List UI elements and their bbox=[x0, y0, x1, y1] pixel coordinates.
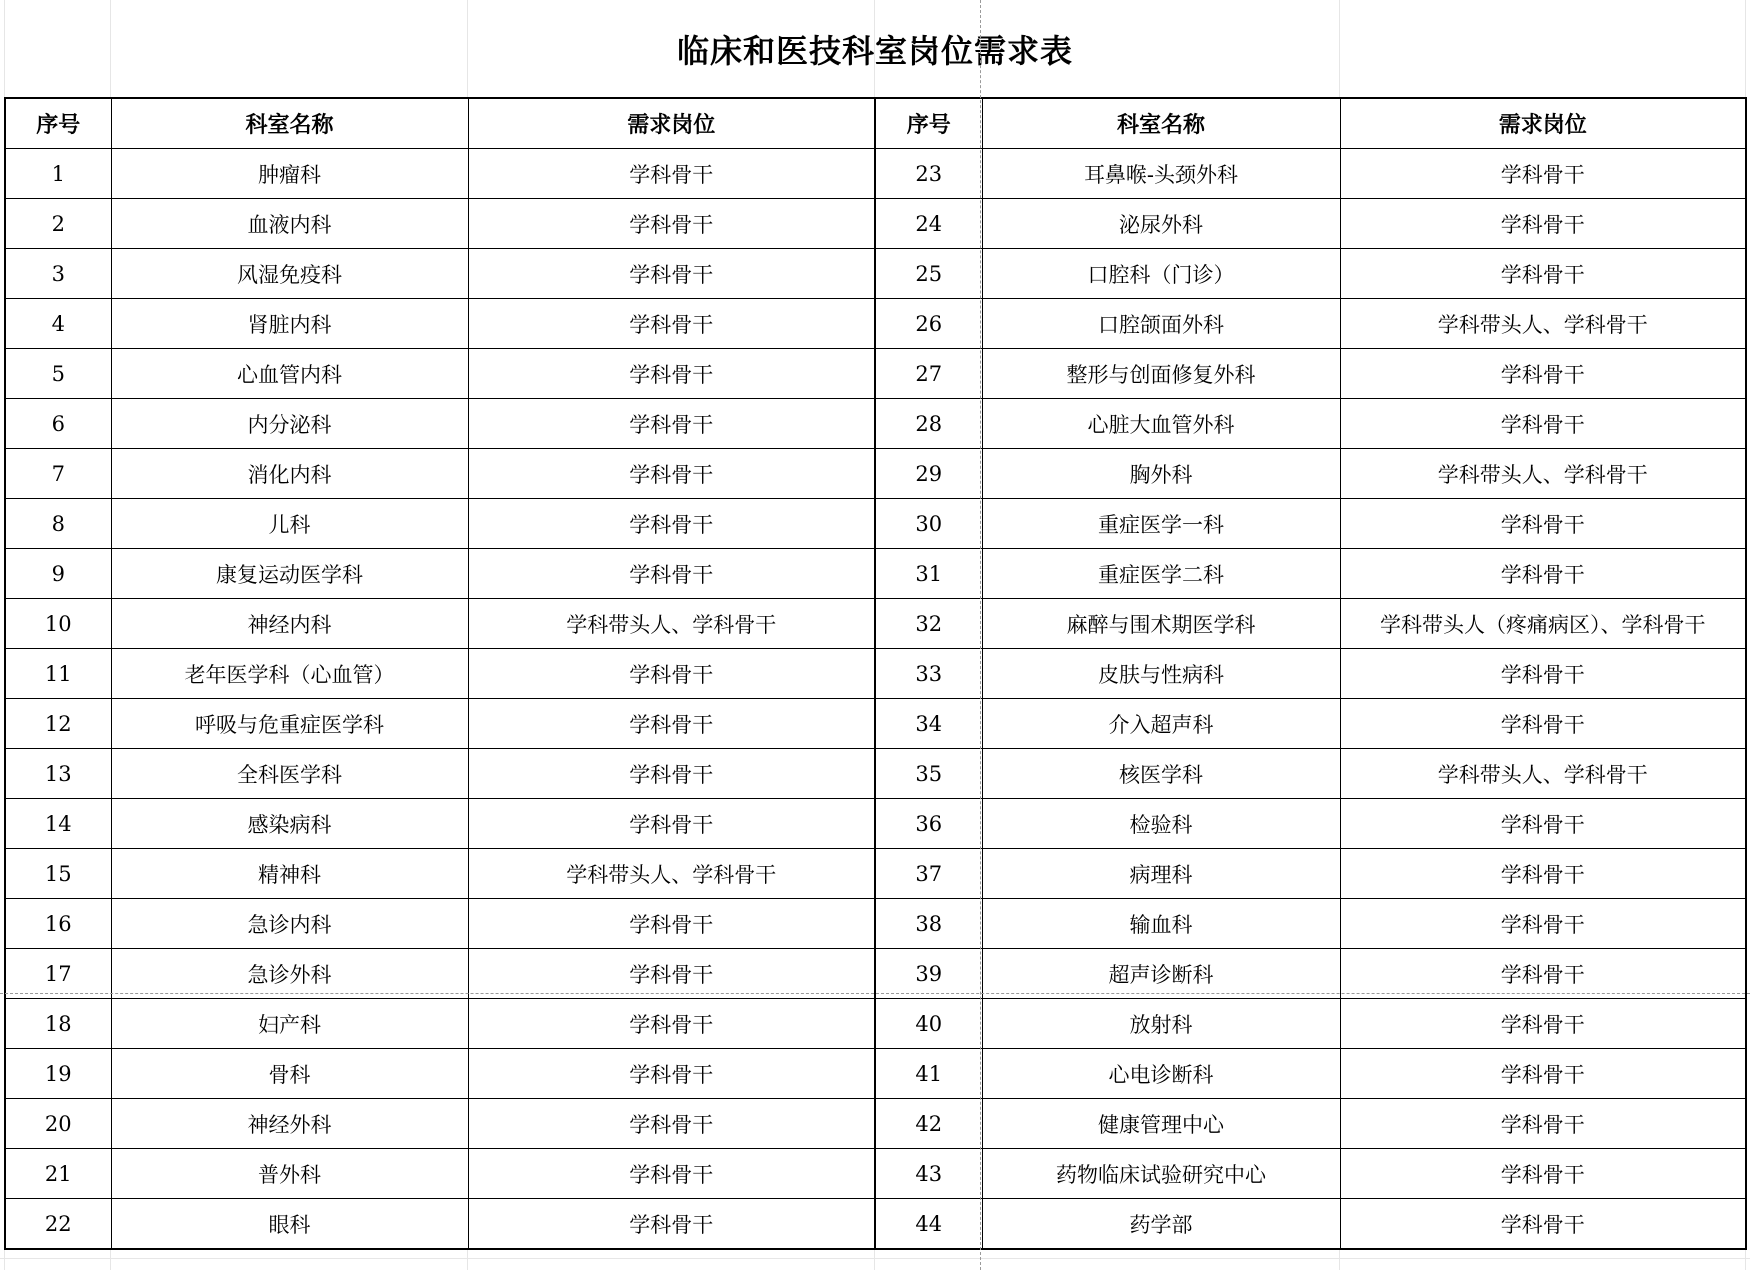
cell-dept: 全科医学科 bbox=[111, 749, 468, 799]
cell-post: 学科骨干 bbox=[468, 499, 875, 549]
cell-index: 28 bbox=[875, 399, 982, 449]
cell-index: 9 bbox=[5, 549, 111, 599]
cell-dept: 输血科 bbox=[982, 899, 1340, 949]
cell-dept: 泌尿外科 bbox=[982, 199, 1340, 249]
cell-dept: 肿瘤科 bbox=[111, 149, 468, 199]
header-dept-right: 科室名称 bbox=[982, 98, 1340, 149]
cell-dept: 急诊外科 bbox=[111, 949, 468, 999]
cell-post: 学科骨干 bbox=[1340, 699, 1746, 749]
cell-index: 32 bbox=[875, 599, 982, 649]
cell-index: 16 bbox=[5, 899, 111, 949]
cell-dept: 神经外科 bbox=[111, 1099, 468, 1149]
cell-dept: 心电诊断科 bbox=[982, 1049, 1340, 1099]
cell-index: 5 bbox=[5, 349, 111, 399]
cell-index: 42 bbox=[875, 1099, 982, 1149]
table-row bbox=[5, 1199, 1746, 1250]
table-row bbox=[5, 849, 1746, 899]
cell-index: 23 bbox=[875, 149, 982, 199]
cell-post: 学科骨干 bbox=[1340, 999, 1746, 1049]
page-title: 临床和医技科室岗位需求表 bbox=[676, 32, 1073, 70]
cell-dept: 整形与创面修复外科 bbox=[982, 349, 1340, 399]
cell-index: 19 bbox=[5, 1049, 111, 1099]
cell-dept: 神经内科 bbox=[111, 599, 468, 649]
cell-index: 37 bbox=[875, 849, 982, 899]
cell-dept: 老年医学科（心血管） bbox=[111, 649, 468, 699]
cell-dept: 肾脏内科 bbox=[111, 299, 468, 349]
cell-dept: 病理科 bbox=[982, 849, 1340, 899]
cell-post: 学科骨干 bbox=[468, 399, 875, 449]
cell-index: 7 bbox=[5, 449, 111, 499]
cell-post: 学科骨干 bbox=[468, 949, 875, 999]
cell-dept: 皮肤与性病科 bbox=[982, 649, 1340, 699]
cell-post: 学科骨干 bbox=[468, 1149, 875, 1199]
cell-post: 学科骨干 bbox=[468, 449, 875, 499]
cell-index: 3 bbox=[5, 249, 111, 299]
table-header-row bbox=[5, 98, 1746, 149]
cell-index: 35 bbox=[875, 749, 982, 799]
cell-dept: 口腔科（门诊） bbox=[982, 249, 1340, 299]
cell-post: 学科带头人、学科骨干 bbox=[1340, 299, 1746, 349]
cell-index: 25 bbox=[875, 249, 982, 299]
cell-dept: 风湿免疫科 bbox=[111, 249, 468, 299]
requirements-table bbox=[4, 97, 1747, 1250]
table-row bbox=[5, 999, 1746, 1049]
cell-dept: 呼吸与危重症医学科 bbox=[111, 699, 468, 749]
header-index-right: 序号 bbox=[875, 98, 982, 149]
cell-index: 34 bbox=[875, 699, 982, 749]
cell-index: 15 bbox=[5, 849, 111, 899]
table-row bbox=[5, 349, 1746, 399]
cell-post: 学科骨干 bbox=[468, 349, 875, 399]
cell-dept: 介入超声科 bbox=[982, 699, 1340, 749]
cell-index: 18 bbox=[5, 999, 111, 1049]
cell-index: 12 bbox=[5, 699, 111, 749]
cell-index: 6 bbox=[5, 399, 111, 449]
cell-index: 20 bbox=[5, 1099, 111, 1149]
cell-index: 31 bbox=[875, 549, 982, 599]
cell-dept: 妇产科 bbox=[111, 999, 468, 1049]
header-index-left: 序号 bbox=[5, 98, 111, 149]
cell-dept: 心脏大血管外科 bbox=[982, 399, 1340, 449]
cell-post: 学科骨干 bbox=[468, 199, 875, 249]
cell-post: 学科骨干 bbox=[468, 749, 875, 799]
cell-dept: 精神科 bbox=[111, 849, 468, 899]
table-row bbox=[5, 149, 1746, 199]
cell-dept: 重症医学一科 bbox=[982, 499, 1340, 549]
cell-index: 13 bbox=[5, 749, 111, 799]
cell-index: 38 bbox=[875, 899, 982, 949]
cell-post: 学科骨干 bbox=[468, 999, 875, 1049]
cell-post: 学科骨干 bbox=[1340, 899, 1746, 949]
table-row bbox=[5, 699, 1746, 749]
table-row bbox=[5, 749, 1746, 799]
cell-dept: 放射科 bbox=[982, 999, 1340, 1049]
cell-post: 学科骨干 bbox=[1340, 349, 1746, 399]
cell-index: 29 bbox=[875, 449, 982, 499]
cell-post: 学科骨干 bbox=[1340, 949, 1746, 999]
cell-index: 4 bbox=[5, 299, 111, 349]
table-row bbox=[5, 599, 1746, 649]
table-row bbox=[5, 299, 1746, 349]
cell-index: 10 bbox=[5, 599, 111, 649]
cell-dept: 超声诊断科 bbox=[982, 949, 1340, 999]
cell-index: 17 bbox=[5, 949, 111, 999]
cell-post: 学科骨干 bbox=[1340, 249, 1746, 299]
cell-index: 33 bbox=[875, 649, 982, 699]
cell-post: 学科骨干 bbox=[468, 249, 875, 299]
cell-post: 学科骨干 bbox=[468, 699, 875, 749]
cell-dept: 内分泌科 bbox=[111, 399, 468, 449]
cell-dept: 感染病科 bbox=[111, 799, 468, 849]
cell-dept: 重症医学二科 bbox=[982, 549, 1340, 599]
cell-post: 学科骨干 bbox=[1340, 549, 1746, 599]
cell-index: 2 bbox=[5, 199, 111, 249]
cell-dept: 药学部 bbox=[982, 1199, 1340, 1250]
cell-index: 27 bbox=[875, 349, 982, 399]
cell-post: 学科骨干 bbox=[468, 1099, 875, 1149]
cell-dept: 消化内科 bbox=[111, 449, 468, 499]
cell-dept: 儿科 bbox=[111, 499, 468, 549]
cell-index: 26 bbox=[875, 299, 982, 349]
cell-index: 1 bbox=[5, 149, 111, 199]
cell-dept: 康复运动医学科 bbox=[111, 549, 468, 599]
cell-dept: 药物临床试验研究中心 bbox=[982, 1149, 1340, 1199]
table-row bbox=[5, 499, 1746, 549]
cell-dept: 耳鼻喉-头颈外科 bbox=[982, 149, 1340, 199]
cell-dept: 核医学科 bbox=[982, 749, 1340, 799]
table-row bbox=[5, 1099, 1746, 1149]
cell-post: 学科骨干 bbox=[468, 549, 875, 599]
cell-index: 41 bbox=[875, 1049, 982, 1099]
header-dept-left: 科室名称 bbox=[111, 98, 468, 149]
cell-dept: 急诊内科 bbox=[111, 899, 468, 949]
cell-post: 学科骨干 bbox=[1340, 499, 1746, 549]
cell-post: 学科带头人、学科骨干 bbox=[1340, 749, 1746, 799]
cell-post: 学科骨干 bbox=[468, 299, 875, 349]
cell-index: 8 bbox=[5, 499, 111, 549]
cell-post: 学科骨干 bbox=[1340, 1099, 1746, 1149]
table-row bbox=[5, 799, 1746, 849]
cell-index: 44 bbox=[875, 1199, 982, 1250]
page-break-horizontal bbox=[0, 993, 1750, 994]
cell-post: 学科骨干 bbox=[1340, 199, 1746, 249]
cell-post: 学科骨干 bbox=[1340, 1199, 1746, 1250]
cell-post: 学科骨干 bbox=[468, 1199, 875, 1250]
cell-dept: 心血管内科 bbox=[111, 349, 468, 399]
cell-dept: 口腔颌面外科 bbox=[982, 299, 1340, 349]
table-row bbox=[5, 249, 1746, 299]
cell-post: 学科带头人、学科骨干 bbox=[1340, 449, 1746, 499]
cell-index: 39 bbox=[875, 949, 982, 999]
cell-post: 学科骨干 bbox=[1340, 399, 1746, 449]
cell-post: 学科骨干 bbox=[468, 799, 875, 849]
header-post-left: 需求岗位 bbox=[468, 98, 875, 149]
table-row bbox=[5, 399, 1746, 449]
cell-index: 24 bbox=[875, 199, 982, 249]
table-row bbox=[5, 199, 1746, 249]
cell-post: 学科骨干 bbox=[1340, 849, 1746, 899]
cell-dept: 眼科 bbox=[111, 1199, 468, 1250]
cell-index: 30 bbox=[875, 499, 982, 549]
header-post-right: 需求岗位 bbox=[1340, 98, 1746, 149]
cell-index: 43 bbox=[875, 1149, 982, 1199]
cell-index: 14 bbox=[5, 799, 111, 849]
cell-post: 学科骨干 bbox=[1340, 1149, 1746, 1199]
table-row bbox=[5, 649, 1746, 699]
table-row bbox=[5, 1149, 1746, 1199]
cell-index: 11 bbox=[5, 649, 111, 699]
cell-post: 学科带头人、学科骨干 bbox=[468, 599, 875, 649]
cell-index: 36 bbox=[875, 799, 982, 849]
cell-index: 22 bbox=[5, 1199, 111, 1250]
table-row bbox=[5, 1049, 1746, 1099]
cell-post: 学科骨干 bbox=[1340, 1049, 1746, 1099]
table-row bbox=[5, 449, 1746, 499]
cell-dept: 健康管理中心 bbox=[982, 1099, 1340, 1149]
cell-dept: 骨科 bbox=[111, 1049, 468, 1099]
cell-post: 学科骨干 bbox=[1340, 149, 1746, 199]
cell-dept: 麻醉与围术期医学科 bbox=[982, 599, 1340, 649]
cell-dept: 检验科 bbox=[982, 799, 1340, 849]
table-row bbox=[5, 549, 1746, 599]
cell-post: 学科骨干 bbox=[468, 149, 875, 199]
cell-dept: 血液内科 bbox=[111, 199, 468, 249]
cell-dept: 普外科 bbox=[111, 1149, 468, 1199]
cell-index: 40 bbox=[875, 999, 982, 1049]
cell-post: 学科骨干 bbox=[1340, 799, 1746, 849]
cell-post: 学科骨干 bbox=[1340, 649, 1746, 699]
page-break-vertical bbox=[980, 0, 981, 1270]
cell-post: 学科骨干 bbox=[468, 899, 875, 949]
table-row bbox=[5, 949, 1746, 999]
table-row bbox=[5, 899, 1746, 949]
cell-post: 学科带头人、学科骨干 bbox=[468, 849, 875, 899]
cell-post: 学科骨干 bbox=[468, 649, 875, 699]
gridline bbox=[0, 1258, 1750, 1259]
cell-dept: 胸外科 bbox=[982, 449, 1340, 499]
cell-post: 学科带头人（疼痛病区）、学科骨干 bbox=[1340, 599, 1746, 649]
cell-post: 学科骨干 bbox=[468, 1049, 875, 1099]
cell-index: 21 bbox=[5, 1149, 111, 1199]
